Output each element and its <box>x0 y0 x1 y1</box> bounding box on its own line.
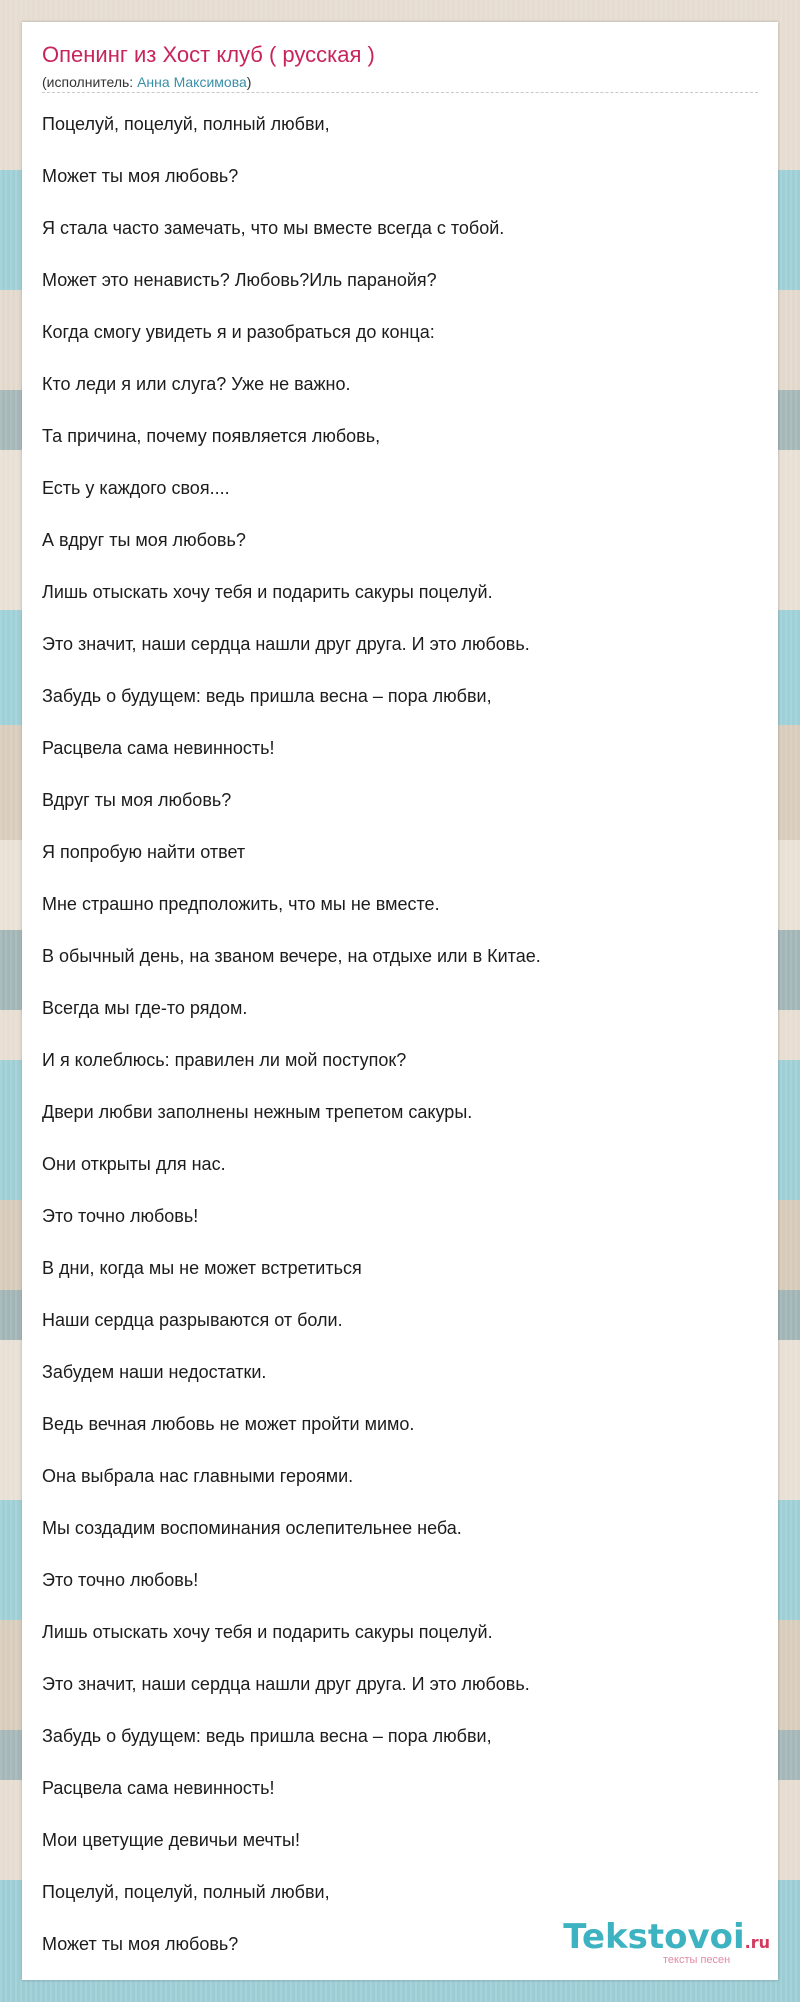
lyric-line: Они открыты для нас. <box>42 1154 226 1174</box>
lyric-line: Наши сердца разрываются от боли. <box>42 1310 343 1330</box>
lyric-line: Мои цветущие девичьи мечты! <box>42 1830 300 1850</box>
lyric-line: Поцелуй, поцелуй, полный любви, <box>42 1882 330 1902</box>
lyric-line: Всегда мы где-то рядом. <box>42 998 248 1018</box>
lyric-line: Это значит, наши сердца нашли друг друга. И это любовь. <box>42 1674 530 1694</box>
lyric-line: Поцелуй, поцелуй, полный любви, <box>42 114 330 134</box>
artist-link[interactable]: Анна Максимова <box>137 74 247 90</box>
lyric-line: В обычный день, на званом вечере, на отдыхе или в Китае. <box>42 946 541 966</box>
artist-line <box>42 74 251 90</box>
lyrics-card <box>22 22 778 1980</box>
lyric-line: И я колеблюсь: правилен ли мой поступок? <box>42 1050 407 1070</box>
lyric-line: Лишь отыскать хочу тебя и подарить сакуры поцелуй. <box>42 1622 493 1642</box>
lyric-line: Есть у каждого своя.... <box>42 478 230 498</box>
lyric-line: Это значит, наши сердца нашли друг друга. И это любовь. <box>42 634 530 654</box>
lyric-line: Кто леди я или слуга? Уже не важно. <box>42 374 351 394</box>
site-logo[interactable] <box>563 1917 770 1966</box>
lyric-line: Ведь вечная любовь не может пройти мимо. <box>42 1414 415 1434</box>
lyric-line: Мы создадим воспоминания ослепительнее неба. <box>42 1518 462 1538</box>
lyric-line: Я стала часто замечать, что мы вместе всегда с тобой. <box>42 218 505 238</box>
lyric-line: Лишь отыскать хочу тебя и подарить сакуры поцелуй. <box>42 582 493 602</box>
lyric-line: Может ты моя любовь? <box>42 166 239 186</box>
lyric-line: Может ты моя любовь? <box>42 1934 239 1954</box>
lyric-line: Я попробую найти ответ <box>42 842 246 862</box>
lyric-line: Она выбрала нас главными героями. <box>42 1466 354 1486</box>
artist-prefix: (исполнитель: <box>42 74 138 90</box>
lyric-line: Забудь о будущем: ведь пришла весна – пора любви, <box>42 1726 492 1746</box>
lyric-line: Когда смогу увидеть я и разобраться до конца: <box>42 322 435 342</box>
lyric-line: Может это ненависть? Любовь?Иль паранойя? <box>42 270 437 290</box>
logo-domain: .ru <box>744 1933 770 1952</box>
lyric-line: Расцвела сама невинность! <box>42 738 275 758</box>
song-title: Опенинг из Хост клуб ( русская ) <box>42 42 375 67</box>
artist-suffix: ) <box>246 74 252 90</box>
lyric-line: Забудем наши недостатки. <box>42 1362 267 1382</box>
lyrics-body <box>42 98 758 1970</box>
logo-name: Tekstovoi <box>563 1917 745 1957</box>
title-divider <box>42 92 758 93</box>
lyric-line: Двери любви заполнены нежным трепетом сакуры. <box>42 1102 473 1122</box>
lyric-line: Та причина, почему появляется любовь, <box>42 426 381 446</box>
lyric-line: Это точно любовь! <box>42 1570 199 1590</box>
lyric-line: Забудь о будущем: ведь пришла весна – пора любви, <box>42 686 492 706</box>
lyric-line: Мне страшно предположить, что мы не вместе. <box>42 894 440 914</box>
lyric-line: Это точно любовь! <box>42 1206 199 1226</box>
logo-tagline: тексты песен <box>663 1954 731 1966</box>
lyric-line: Вдруг ты моя любовь? <box>42 790 232 810</box>
lyric-line: А вдруг ты моя любовь? <box>42 530 246 550</box>
lyric-line: Расцвела сама невинность! <box>42 1778 275 1798</box>
lyric-line: В дни, когда мы не может встретиться <box>42 1258 362 1278</box>
